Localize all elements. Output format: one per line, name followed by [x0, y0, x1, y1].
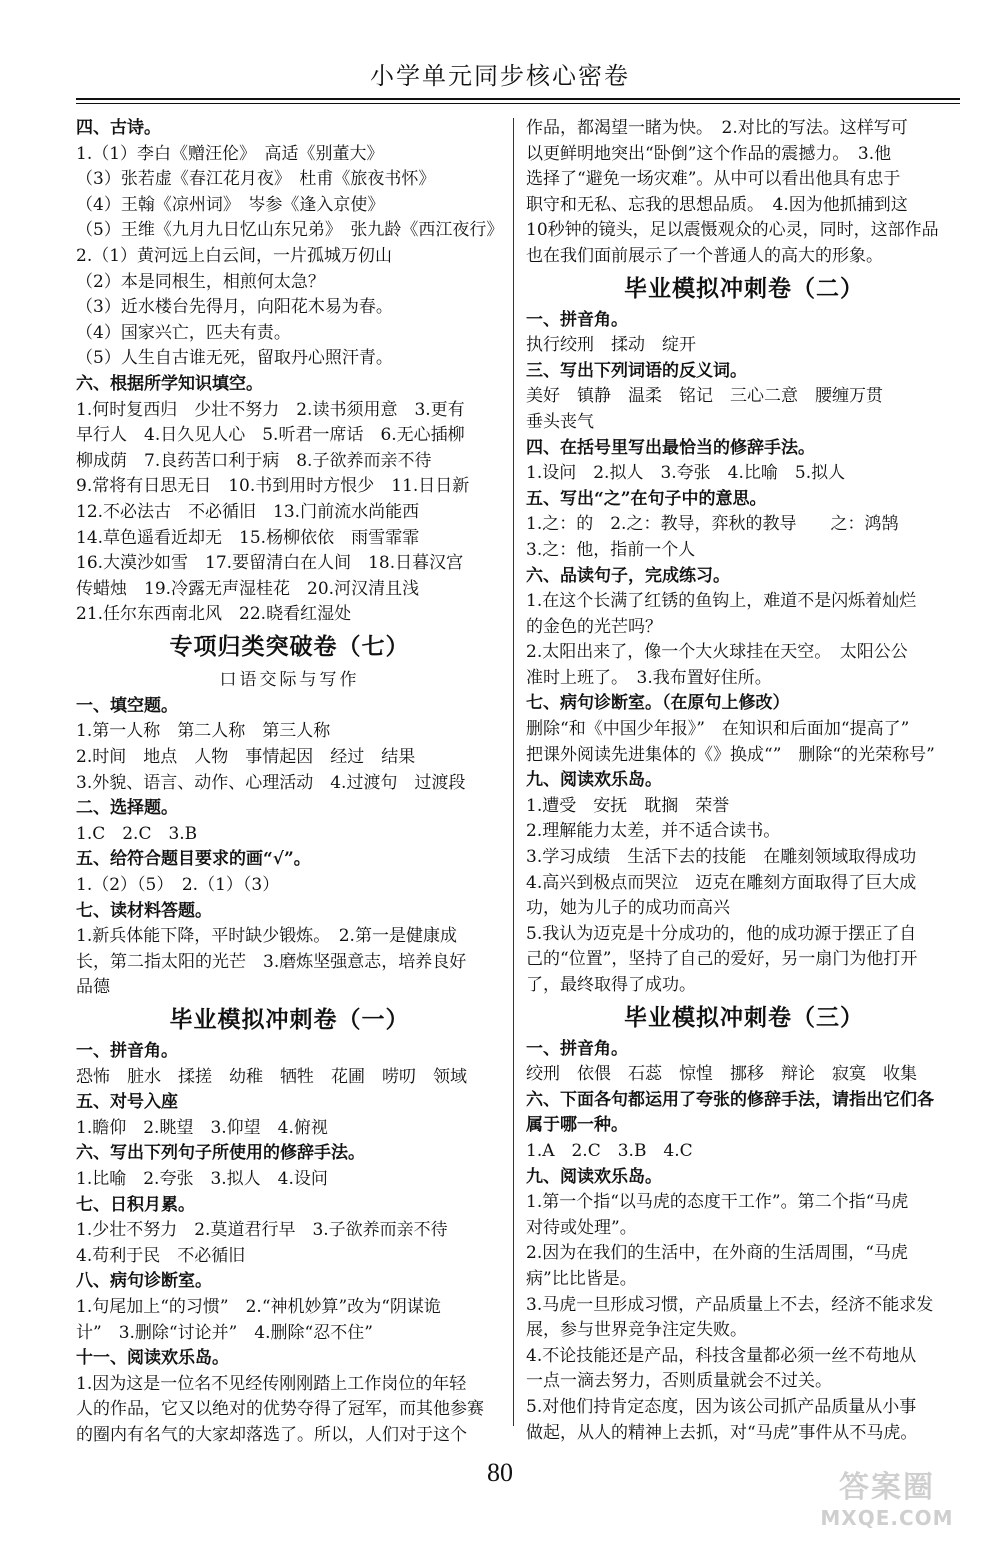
answer-line: 1.在这个长满了红锈的鱼钩上，难道不是闪烁着灿烂	[526, 591, 917, 612]
answer-line: （5）王维《九月九日忆山东兄弟》 张九龄《西江夜行》	[76, 220, 503, 241]
answer-line: 1.遭受 安抚 耽搁 荣誉	[526, 795, 730, 816]
answer-line: 4.苟利于民 不必循旧	[76, 1245, 246, 1266]
answer-line: 9.常将有日思无日 10.书到用时方恨少 11.日日新	[76, 476, 470, 497]
answer-line: 功，她为儿子的成功而高兴	[526, 898, 730, 919]
answer-line: 准时上班了。 3.我布置好住所。	[526, 667, 772, 688]
answer-line: 1.比喻 2.夸张 3.拟人 4.设问	[76, 1168, 328, 1189]
answer-line: 选择了“避免一场灾难”。从中可以看出他具有忠于	[526, 169, 901, 190]
answer-line: 一点一滴去努力，否则质量就会不过关。	[526, 1371, 832, 1392]
answer-line: 己的“位置”，坚持了自己的爱好，另一扇门为他打开	[526, 949, 918, 970]
page-header-title: 小学单元同步核心密卷	[370, 62, 630, 90]
section-heading: 九、阅读欢乐岛。	[526, 770, 662, 791]
section-heading: 一、拼音角。	[526, 1038, 628, 1059]
answer-line: （3）张若虚《春江花月夜》 杜甫《旅夜书怀》	[76, 169, 436, 190]
answer-line: 1.设问 2.拟人 3.夸张 4.比喻 5.拟人	[526, 463, 846, 484]
answer-line: 品德	[76, 977, 110, 998]
answer-line: 1.之：的 2.之：教导，弈秋的教导 之：鸿鹄	[526, 514, 899, 535]
section-heading: 五、对号入座	[76, 1092, 178, 1113]
answer-line: 1.第一个指“以马虎的态度干工作”。第二个指“马虎	[526, 1192, 909, 1213]
answer-line: 2.理解能力太差，并不适合读书。	[526, 821, 781, 842]
watermark-bottom-text: MXQE.COM	[820, 1506, 954, 1530]
answer-line: 早行人 4.日久见人心 5.听君一席话 6.无心插柳	[76, 425, 465, 446]
answer-line: 14.草色遥看近却无 15.杨柳依依 雨雪霏霏	[76, 527, 420, 548]
exam-subtitle: 口语交际与写作	[219, 669, 360, 690]
answer-line: 1.新兵体能下降，平时缺少锻炼。 2.第一是健康成	[76, 926, 457, 947]
answer-line: （5）人生自古谁无死，留取丹心照汗青。	[76, 348, 393, 369]
answer-line: 垂头丧气	[526, 411, 594, 432]
answer-line: 对待或处理”。	[526, 1217, 637, 1238]
answer-line: 病”比比皆是。	[526, 1268, 637, 1289]
answer-line: 1.句尾加上“的习惯” 2.“神机妙算”改为“阴谋诡	[76, 1296, 441, 1317]
section-heading: 三、写出下列词语的反义词。	[526, 360, 747, 381]
section-heading: 五、写出“之”在句子中的意思。	[526, 488, 767, 509]
answer-line: 2.时间 地点 人物 事情起因 经过 结果	[76, 747, 416, 768]
answer-line: 的圈内有名气的大家却落选了。所以，人们对于这个	[76, 1424, 467, 1445]
section-heading: 六、根据所学知识填空。	[76, 373, 263, 394]
answer-line: 1.瞻仰 2.眺望 3.仰望 4.俯视	[76, 1117, 328, 1138]
answer-line: 1.少壮不努力 2.莫道君行早 3.子欲养而亲不待	[76, 1220, 448, 1241]
section-heading: 属于哪一种。	[526, 1115, 628, 1136]
answer-line: 传蜡烛 19.冷露无声湿桂花 20.河汉清且浅	[76, 578, 420, 599]
answer-line: （3）近水楼台先得月，向阳花木易为春。	[76, 297, 393, 318]
right-column	[526, 116, 962, 1446]
answer-line: 美好 镇静 温柔 铭记 三心二意 腰缠万贯	[526, 386, 883, 407]
answer-line: 以更鲜明地突出“卧倒”这个作品的震撼力。 3.他	[526, 143, 892, 164]
section-heading: 四、古诗。	[76, 118, 161, 138]
section-heading: 一、拼音角。	[526, 309, 628, 330]
left-column	[76, 116, 503, 1449]
section-heading: 四、在括号里写出最恰当的修辞手法。	[526, 437, 815, 458]
section-heading: 一、填空题。	[76, 695, 178, 716]
watermark-top-text: 答案圈	[839, 1470, 935, 1505]
answer-line: 16.大漠沙如雪 17.要留清白在人间 18.日暮汉宫	[76, 553, 464, 574]
answer-line: 也在我们面前展示了一个普通人的高大的形象。	[526, 245, 883, 266]
answer-line: 作品，都渴望一睹为快。 2.对比的写法。这样写可	[526, 118, 908, 138]
answer-line: 3.外貌、语言、动作、心理活动 4.过渡句 过渡段	[76, 772, 466, 793]
answer-line: 1.（1）李白《赠汪伦》 高适《别董大》	[76, 143, 384, 164]
section-heading: 八、病句诊断室。	[76, 1271, 212, 1292]
section-heading: 九、阅读欢乐岛。	[526, 1166, 662, 1187]
answer-line: 删除“和《中国少年报》” 在知识和后面加“提高了”	[526, 719, 910, 740]
answer-line: 2.因为在我们的生活中，在外商的生活周围，“马虎	[526, 1243, 908, 1264]
answer-line: 执行绞刑 揉动 绽开	[526, 335, 696, 356]
section-heading: 六、下面各句都运用了夸张的修辞手法，请指出它们各	[526, 1089, 934, 1110]
answer-line: 做起，从人的精神上去抓，对“马虎”事件从不马虎。	[526, 1422, 918, 1443]
answer-line: 柳成荫 7.良药苦口利于病 8.子欲养而亲不待	[76, 450, 432, 471]
answer-line: 1.何时复西归 少壮不努力 2.读书须用意 3.更有	[76, 399, 465, 420]
answer-line: 1.A 2.C 3.B 4.C	[526, 1140, 693, 1161]
answer-line: 1.第一人称 第二人称 第三人称	[76, 721, 331, 742]
section-heading: 十一、阅读欢乐岛。	[76, 1348, 229, 1369]
answer-line: 了，最终取得了成功。	[526, 975, 696, 995]
answer-line: 1.因为这是一位名不见经传刚刚踏上工作岗位的年轻	[76, 1373, 467, 1394]
answer-line: 1.C 2.C 3.B	[76, 823, 198, 844]
section-heading: 六、写出下列句子所使用的修辞手法。	[76, 1143, 365, 1164]
section-heading: 二、选择题。	[76, 798, 178, 819]
answer-line: 把课外阅读先进集体的《》换成“” 删除“的光荣称号”	[526, 744, 935, 765]
answer-line: 2.太阳出来了，像一个大火球挂在天空。 太阳公公	[526, 642, 908, 663]
header-rule-thick	[76, 98, 960, 100]
answer-line: 4.高兴到极点而哭泣 迈克在雕刻方面取得了巨大成	[526, 872, 917, 893]
answer-line: 4.不论技能还是产品，科技含量都必须一丝不苟地从	[526, 1345, 917, 1366]
answer-line: 的金色的光芒吗？	[526, 616, 662, 637]
answer-line: 长，第二指太阳的光芒 3.磨炼坚强意志，培养良好	[76, 951, 467, 972]
answer-line: 1.（2）（5） 2.（1）（3）	[76, 875, 280, 896]
answer-line: 恐怖 脏水 揉搓 幼稚 牺牲 花圃 唠叨 领域	[76, 1066, 467, 1087]
answer-line: 3.学习成绩 生活下去的技能 在雕刻领域取得成功	[526, 847, 917, 868]
answer-line: 人的作品，它又以绝对的优势夺得了冠军，而其他参赛	[76, 1399, 484, 1420]
answer-line: 5.我认为迈克是十分成功的，他的成功源于摆正了自	[526, 923, 917, 944]
answer-line: 3.马虎一旦形成习惯，产品质量上不去，经济不能求发	[526, 1294, 934, 1315]
column-divider	[513, 118, 514, 1426]
exam-title: 毕业模拟冲刺卷（一）	[169, 1007, 410, 1033]
page-number: 80	[487, 1458, 513, 1487]
section-heading: 七、读材料答题。	[76, 900, 212, 921]
answer-line: （4）王翰《凉州词》 岑参《逢入京使》	[76, 194, 385, 215]
section-heading: 六、品读句子，完成练习。	[526, 565, 730, 586]
answer-line: 5.对他们持肯定态度，因为该公司抓产品质量从小事	[526, 1396, 917, 1417]
exam-title: 毕业模拟冲刺卷（二）	[624, 275, 864, 302]
answer-line: （4）国家兴亡，匹夫有责。	[76, 322, 291, 343]
answer-line: 计” 3.删除“讨论并” 4.删除“忍不住”	[76, 1322, 373, 1343]
watermark-logo	[812, 1462, 962, 1532]
section-heading: 七、日积月累。	[76, 1194, 195, 1215]
answer-line: 职守和无私、忘我的思想品质。 4.因为他抓捕到这	[526, 194, 908, 215]
exam-title: 毕业模拟冲刺卷（三）	[624, 1004, 864, 1031]
answer-line: 2.（1）黄河远上白云间，一片孤城万仞山	[76, 245, 393, 266]
answer-line: 绞刑 依偎 石蕊 惊惶 挪移 辩论 寂寞 收集	[526, 1064, 917, 1085]
answer-line: 12.不必法古 不必循旧 13.门前流水尚能西	[76, 501, 420, 522]
section-heading: 一、拼音角。	[76, 1041, 178, 1061]
section-heading: 七、病句诊断室。（在原句上修改）	[526, 693, 790, 714]
answer-line: 展，参与世界竞争注定失败。	[526, 1320, 747, 1341]
answer-line: 21.任尔东西南北风 22.晓看红湿处	[76, 604, 352, 625]
answer-line: （2）本是同根生，相煎何太急？	[76, 271, 325, 292]
header-rule-thin	[76, 103, 960, 104]
section-heading: 五、给符合题目要求的画“√”。	[76, 849, 311, 870]
answer-line: 3.之：他，指前一个人	[526, 539, 696, 560]
exam-title: 专项归类突破卷（七）	[169, 633, 410, 660]
answer-line: 10秒钟的镜头，足以震慑观众的心灵，同时，这部作品	[526, 220, 939, 241]
